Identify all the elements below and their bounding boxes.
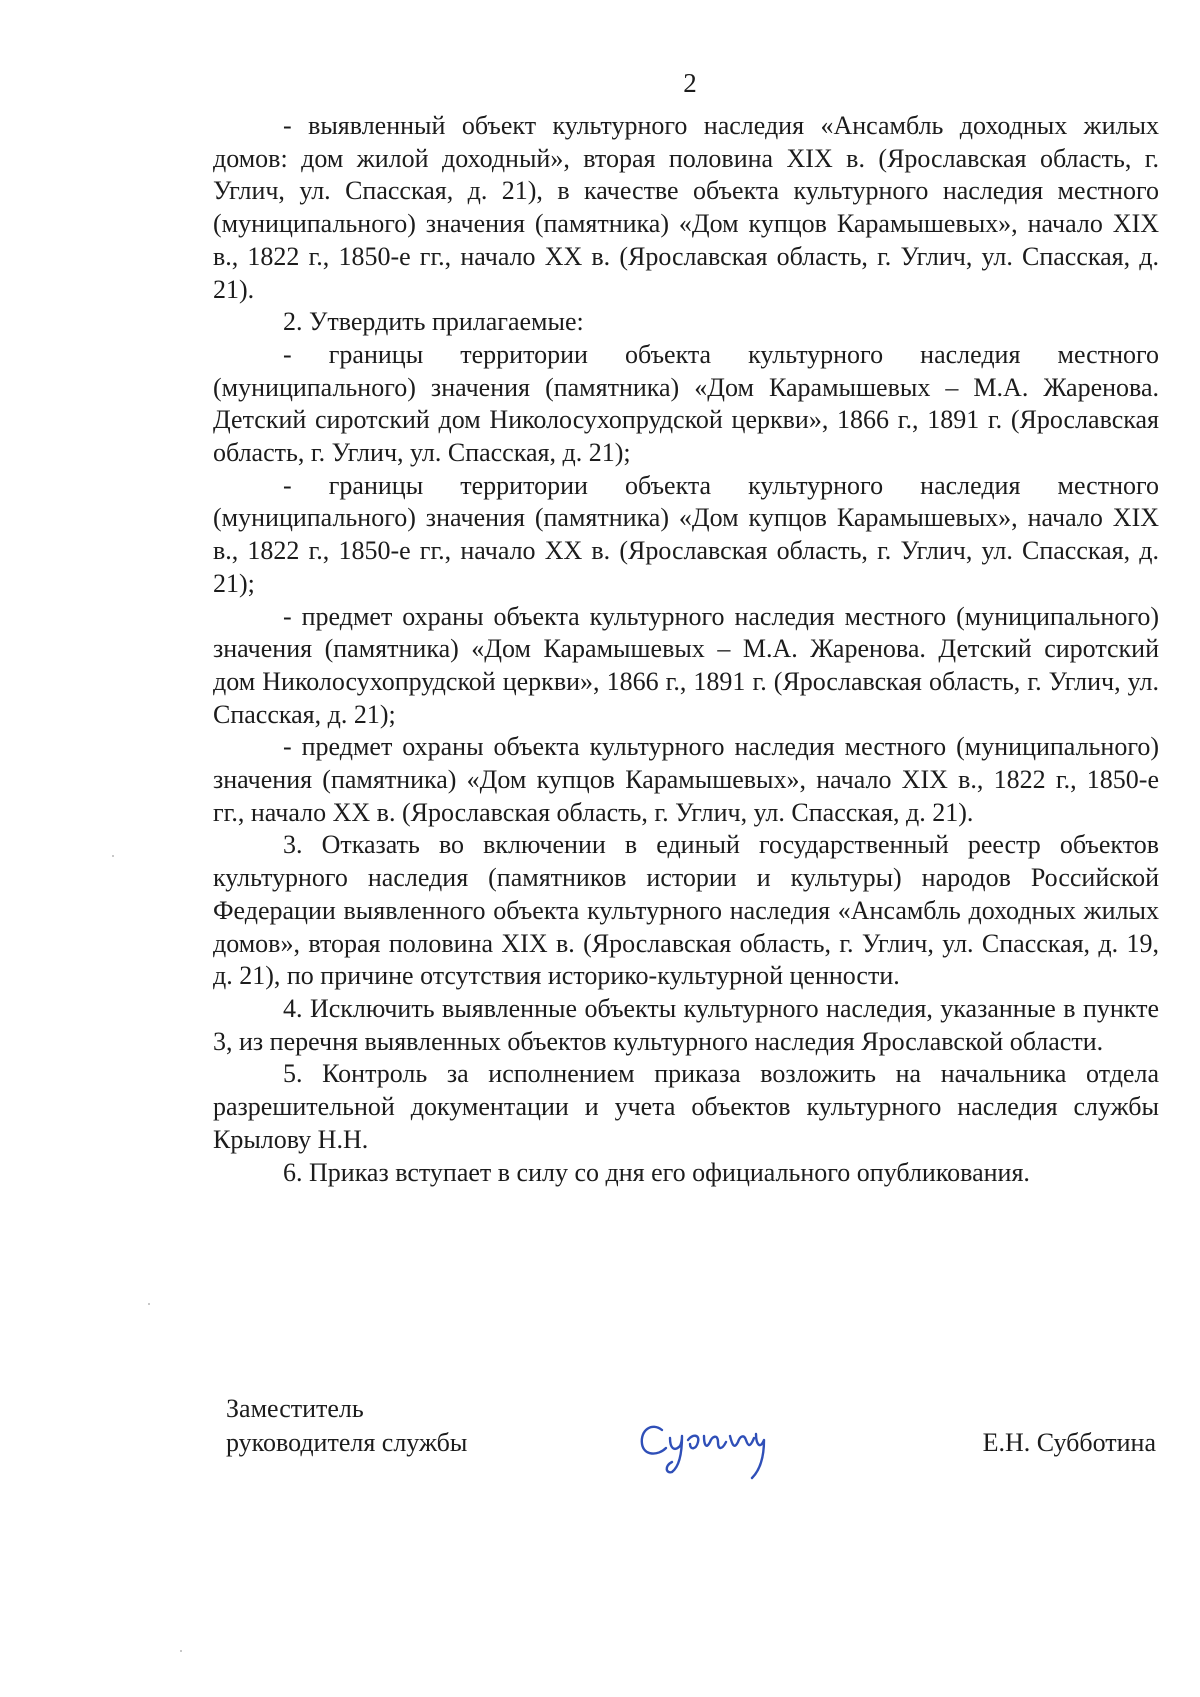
signature-block <box>226 1392 1156 1482</box>
paragraph-4-exclude: 4. Исключить выявленные объекты культурного наследия, указанные в пункте 3, из перечня выявленных объектов культурного наследия Ярославской области. <box>213 993 1159 1056</box>
paragraph-6-effective-date: 6. Приказ вступает в силу со дня его официального опубликования. <box>283 1157 1030 1187</box>
scan-speck <box>112 855 114 857</box>
paragraph-2-approve: 2. Утвердить прилагаемые: <box>283 307 584 337</box>
document-body <box>213 110 1159 1189</box>
signer-position-line-2: руководителя службы <box>226 1428 468 1457</box>
paragraph-3-refuse-inclusion: 3. Отказать во включении в единый государственный реестр объектов культурного наследия (памятников истории и культуры) народов Российской Федерации выявленного объекта культурного наследия «Ансамбль доходных жилых домов», вторая половина XIX в. (Ярославская область, г. Углич, ул. Спасская, д. 19, д. 21), по причине отсутствия историко-культурной ценности. <box>213 830 1159 991</box>
handwritten-signature <box>634 1400 794 1490</box>
signer-position-line-1: Заместитель <box>226 1394 364 1423</box>
page-number: 2 <box>683 68 697 98</box>
page-header <box>0 68 1200 98</box>
paragraph-5-control: 5. Контроль за исполнением приказа возложить на начальника отдела разрешительной документации и учета объектов культурного наследия службы Крылову Н.Н. <box>213 1059 1159 1154</box>
paragraph-1-item-identified-object: - выявленный объект культурного наследия «Ансамбль доходных жилых домов: дом жилой доходный», вторая половина XIX в. (Ярославская область, г. Углич, ул. Спасская, д. 21), в качестве объекта культурного наследия местного (муниципального) значения (памятника) «Дом купцов Карамышевых», начало XIX в., 1822 г., 1850-е гг., начало XX в. (Ярославская область, г. Углич, ул. Спасская, д. 21). <box>213 111 1159 304</box>
paragraph-2-item-boundaries-karamyshev-zharenov: - границы территории объекта культурного наследия местного (муниципального) значения (памятника) «Дом Карамышевых – М.А. Жаренова. Детский сиротский дом Николосухопрудской церкви», 1866 г., 1891 г. (Ярославская область, г. Углич, ул. Спасская, д. 21); <box>213 339 1159 468</box>
paragraph-2-item-boundaries-merchants-karamyshev: - границы территории объекта культурного наследия местного (муниципального) значения (памятника) «Дом купцов Карамышевых», начало XIX в., 1822 г., 1850-е гг., начало XX в. (Ярославская область, г. Углич, ул. Спасская, д. 21); <box>213 470 1159 598</box>
paragraph-2-item-protection-merchants-karamyshev: - предмет охраны объекта культурного наследия местного (муниципального) значения (памятника) «Дом купцов Карамышевых», начало XIX в., 1822 г., 1850-е гг., начало XX в. (Ярославская область, г. Углич, ул. Спасская, д. 21). <box>213 732 1159 827</box>
signer-position <box>226 1392 467 1460</box>
signer-name: Е.Н. Субботина <box>982 1428 1156 1457</box>
scan-speck <box>148 1303 150 1305</box>
paragraph-2-item-protection-karamyshev-zharenov: - предмет охраны объекта культурного наследия местного (муниципального) значения (памятника) «Дом Карамышевых – М.А. Жаренова. Детский сиротский дом Николосухопрудской церкви», 1866 г., 1891 г. (Ярославская область, г. Углич, ул. Спасская, д. 21); <box>213 601 1159 729</box>
scan-speck <box>180 1650 182 1652</box>
